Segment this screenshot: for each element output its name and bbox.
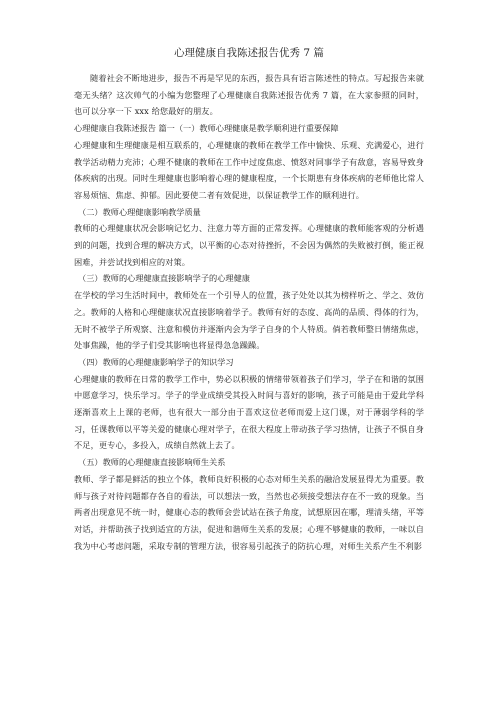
section-heading: 心理健康自我陈述报告 篇一（一）教师心理健康是教学顺利进行重要保障 [74, 123, 339, 134]
paragraph-3: 在学校的学习生活时间中，教师处在一个引导人的位置，孩子处处以其为榜样听之、学之、效仿之。教师的人格和心理健康状况直接影响着学子。教师有好的态度、高尚的品质、得体的行为，无时不被学子所观察、注意和模仿并逐渐内会为学子自身的个人特质。倘若教师整日情绪焦虑，处事焦躁，他的学子们受其影响也将显得急急躁躁。 [74, 290, 424, 351]
paragraph-4: 心理健康的教师在日常的教学工作中，势必以积极的情绪带领着孩子们学习，学子在和谐的氛围中愿意学习，快乐学习。学子的学业成绩受其投入时间与喜好的影响，孩子可能是由于爱此学科逐渐喜欢上上课的老师，也有很大一部分由于喜欢这位老师而爱上这门课，对于薄弱学科的学习，任课教师以平等关爱的健康心理对学子，在很大程度上带动孩子学习热情，让孩子不惧自身不足，更专心，多投入，成绩自然就上去了。 [74, 373, 424, 451]
paragraph-5: 教师、学子都是鲜活的独立个体，教师良好积极的心态对师生关系的融洽发展显得尤为重要。教师与孩子对待问题都存各自的看法，可以想法一致，当然也必须接受想法存在不一致的现象。当两者出现意见不统一时，健康心态的教师会尝试站在孩子角度，试想原因在哪，理清头绪，平等对话，并帮助孩子找到适宜的方法，促进和谐师生关系的发展；心理不够健康的教师，一味以自我为中心考虑问题，采取专制的管理方法，很容易引起孩子的防抗心理，对师生关系产生不利影 [74, 473, 424, 551]
subheading-4: （四）教师的心理健康影响学子的知识学习 [78, 356, 234, 367]
subheading-5: （五）教师的心理健康直接影响师生关系 [78, 457, 226, 468]
paragraph-2: 教师的心理健康状况会影响记忆力、注意力等方面的正常发挥。心理健康的教师能客观的分析遇到的问题，找到合理的解决方式，以平衡的心态对待挫折，不会因为偶然的失败被打倒，能正视困难，并尝试找到相应的对策。 [74, 223, 424, 267]
subheading-2: （二）教师心理健康影响教学质量 [78, 206, 201, 217]
document-title: 心理健康自我陈述报告优秀 7 篇 [174, 47, 324, 59]
document-page [74, 46, 424, 554]
intro-paragraph: 随着社会不断地进步，报告不再是罕见的东西，报告具有语言陈述性的特点。写起报告来就毫无头绪？这次帅气的小编为您整理了心理健康自我陈述报告优秀 7 篇，在大家参照的同时，也可以分享一下 xxx 给您最好的朋友。 [74, 73, 424, 117]
subheading-3: （三）教师的心理健康直接影响学子的心理健康 [78, 273, 250, 284]
paragraph-1: 心理健康和生理健康是相互联系的，心理健康的教师在教学工作中愉快、乐观、充满爱心，进行教学活动精力充沛；心理不健康的教师在工作中过度焦虑、愤怒对同事学子有敌意，容易导致身体疾病的出现。同时生理健康也影响着心理的健康程度，一个长期患有身体疾病的老师他比常人容易烦恼、焦虑、抑郁。因此要使二者有效促进，以保证教学工作的顺利进行。 [74, 139, 424, 200]
